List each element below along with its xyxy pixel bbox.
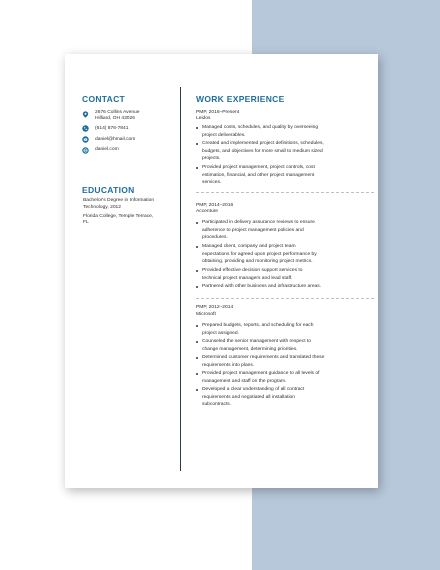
phone-text: (614) 876-7841 [95, 125, 129, 131]
job-bullet-line: Partnered with other business and infrastructure areas. [202, 284, 322, 289]
job-bullet-line: Provided effective decision support services to [202, 268, 303, 273]
job-bullet-line: change management, determining priorities. [202, 346, 298, 352]
bullet-dot [196, 246, 198, 248]
job-bullet-line: Provided project management, project controls, cost [202, 165, 315, 170]
job-bullet-line: requirements into plans. [202, 362, 255, 368]
job-period: PMP, 2016–Present [196, 109, 240, 115]
resume-page [65, 54, 378, 488]
job-bullet-line: projects. [202, 156, 221, 161]
degree-line1: Bachelor's Degree in Information [83, 198, 155, 203]
bullet-dot [196, 167, 198, 169]
job-bullet-line: Determined customer requirements and translated these [202, 355, 325, 360]
job-bullet-line: expectations for agreed upon project performance by [202, 251, 317, 257]
job-bullet-line: Created and implemented project definitions, schedules, [202, 141, 324, 146]
job-bullet-line: management and staff on the program. [202, 378, 287, 384]
section-separator [196, 192, 374, 194]
job-bullet-line: requirements and negotiated all installation [202, 394, 295, 400]
bullet-dot [196, 357, 198, 359]
bullet-dot [196, 270, 198, 272]
job-bullet-line: obtaining, providing and monitoring project metrics. [202, 259, 313, 264]
job-period: PMP, 2014–2016 [196, 202, 234, 208]
bullet-dot [196, 222, 198, 224]
job-bullet-line: Managed client, company and project team [202, 244, 296, 249]
job-bullet-line: Provided project management guidance to all levels of [202, 371, 320, 376]
job-bullet-line: Counseled the senior management with respect to [202, 339, 312, 344]
section-separator [196, 298, 374, 300]
phone-icon [82, 125, 89, 132]
website-text: daniel.com [95, 147, 119, 152]
job-bullet-line: services. [202, 180, 222, 185]
job-bullet-line: project assigned. [202, 330, 239, 336]
job-bullet-line: subcontracts. [202, 402, 232, 407]
job-bullet-line: estimation, financial, and other project management [202, 172, 315, 178]
bullet-dot [196, 389, 198, 391]
bullet-dot [196, 325, 198, 327]
job-bullet-line: Prepared budgets, reports, and scheduling for each [202, 323, 314, 328]
work-experience-heading: WORK EXPERIENCE [196, 94, 285, 104]
job-bullet-line: Developed a clear understanding of all contract [202, 387, 305, 392]
bullet-dot [196, 373, 198, 375]
email-icon [82, 136, 89, 143]
job-company: Leidos [196, 116, 211, 121]
job-bullet-line: budgets, and objectives for more small to medium sized [202, 148, 323, 154]
job-bullet-line: Participated in delivery assurance reviews to ensure [202, 220, 315, 225]
job-bullet-line: project deliverables. [202, 132, 246, 138]
job-bullet-line: technical project managers and lead staff. [202, 275, 293, 281]
job-bullet-line: adherence to project management policies and [202, 227, 304, 233]
job-period: PMP, 2012–2014 [196, 305, 234, 310]
job-bullet-line: procedures. [202, 235, 228, 240]
bullet-dot [196, 286, 198, 288]
bullet-dot [196, 143, 198, 145]
contact-heading: CONTACT [82, 94, 126, 104]
address-line1: 2676 Collins Avenue [95, 110, 140, 115]
bullet-dot [196, 127, 198, 129]
globe-icon [82, 147, 89, 154]
address-line2: Hilliard, OH 43026 [95, 116, 135, 121]
school-line2: FL [83, 220, 89, 225]
job-company: Microsoft [196, 311, 216, 317]
job-bullet-line: Managed costs, schedules, and quality by overseeing [202, 125, 319, 130]
bullet-dot [196, 341, 198, 343]
education-heading: EDUCATION [82, 185, 135, 195]
email-text: daniel@hmail.com [95, 136, 136, 142]
location-pin-icon [82, 111, 89, 118]
degree-line2: Technology, 2012 [83, 204, 121, 210]
school-line1: Florida College, Temple Terrace, [83, 213, 154, 219]
job-company: Accenture [196, 209, 219, 214]
column-divider [180, 87, 181, 471]
